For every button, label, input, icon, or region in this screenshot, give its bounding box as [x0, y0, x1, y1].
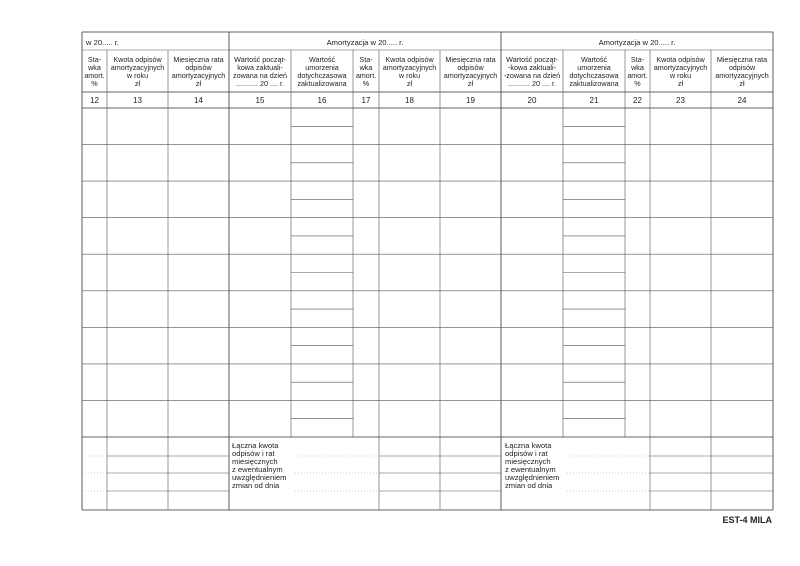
column-header-text: zł	[195, 79, 202, 88]
form-code: EST-4 MILA	[722, 515, 772, 525]
column-header-text: %	[634, 79, 641, 88]
column-header-text: amortyzacyjnych	[715, 71, 769, 80]
column-header-text: Wartość	[580, 55, 608, 64]
summary-left-line-2: odpisów i rat	[232, 449, 275, 458]
column-number: 23	[676, 96, 685, 105]
column-number: 19	[466, 96, 475, 105]
column-headers	[84, 55, 768, 88]
column-header-text: amort.	[84, 71, 105, 80]
column-header-text: umorzenia	[305, 63, 339, 72]
column-header-text: w roku	[669, 71, 692, 80]
column-header-text: Miesięczna rata	[173, 55, 224, 64]
summary-left-line-5: uwzględnieniem	[232, 473, 287, 482]
column-number: 21	[589, 96, 599, 105]
column-header-text: %	[362, 79, 370, 88]
summary-left-line-3: miesięcznych	[232, 457, 278, 466]
column-header-text: zł	[467, 79, 474, 88]
column-header-text: ........... 20 .... r.	[508, 79, 556, 88]
column-header-text: wka	[88, 63, 101, 72]
form-grid-lines	[82, 32, 773, 510]
column-header-text: ........... 20 .... r.	[236, 79, 284, 88]
column-number: 12	[90, 96, 99, 105]
column-header-text: Sta-	[87, 55, 102, 64]
summary-right-line-4: z ewentualnym	[505, 465, 556, 474]
column-header-text: Miesięczna rata	[445, 55, 496, 64]
column-header-text: amortyzacyjnych	[382, 63, 437, 72]
column-header-text: odpisów	[728, 63, 756, 72]
column-header-text: dotychczasowa	[297, 71, 347, 80]
group-header-middle: Amortyzacja w 20..... r.	[326, 38, 404, 47]
group-header-left: w 20..... r.	[86, 38, 119, 47]
column-header-text: zł	[739, 79, 745, 88]
column-header-text: zł	[134, 79, 141, 88]
column-header-text: %	[91, 79, 98, 88]
column-number: 16	[317, 96, 327, 105]
summary-label-left	[232, 441, 286, 490]
column-header-text: wka	[631, 63, 644, 72]
column-header-text: zowana na dzień	[233, 71, 287, 80]
column-header-text: Kwota odpisów	[656, 55, 705, 64]
column-header-text: odpisów	[457, 63, 484, 72]
column-header-text: -zowana na dzień	[503, 71, 561, 80]
column-header-text: wka	[359, 63, 373, 72]
column-numbers	[90, 96, 747, 105]
column-header-text: amortyzacyjnych	[653, 63, 708, 72]
column-number: 14	[194, 96, 203, 105]
column-number: 15	[255, 96, 265, 105]
column-header-text: Sta-	[359, 55, 373, 64]
summary-left-line-4: z ewentualnym	[232, 465, 283, 474]
column-header-text: Wartość	[308, 55, 336, 64]
column-number: 13	[133, 96, 142, 105]
column-header-text: -kowa zaktuali-	[508, 63, 556, 72]
column-header-text: zaktualizowana	[297, 79, 347, 88]
column-header-text: amort.	[627, 71, 648, 80]
column-header-text: Miesięczna rata	[716, 55, 768, 64]
summary-label-right	[505, 441, 559, 490]
summary-right-line-2: odpisów i rat	[505, 449, 548, 458]
column-header-text: zł	[406, 79, 413, 88]
column-header-text: dotychczasowa	[569, 71, 619, 80]
column-number: 24	[737, 96, 747, 105]
summary-left-line-6: zmian od dnia	[232, 481, 280, 490]
column-header-text: Sta-	[630, 55, 645, 64]
column-header-text: w roku	[126, 71, 149, 80]
summary-right-line-1: Łączna kwota	[505, 441, 552, 450]
summary-left-line-1: Łączna kwota	[232, 441, 279, 450]
column-header-text: amort.	[355, 71, 377, 80]
column-header-text: odpisów	[185, 63, 212, 72]
summary-right-line-5: uwzględnieniem	[505, 473, 560, 482]
column-header-text: Kwota odpisów	[385, 55, 434, 64]
summary-right-line-6: zmian od dnia	[505, 481, 553, 490]
column-header-text: Wartość począt-	[234, 55, 286, 64]
column-header-text: Wartość począt-	[506, 55, 558, 64]
column-header-text: zł	[677, 79, 684, 88]
column-number: 17	[361, 96, 371, 105]
column-number: 18	[405, 96, 414, 105]
column-header-text: amortyzacyjnych	[110, 63, 165, 72]
summary-right-line-3: miesięcznych	[505, 457, 551, 466]
column-header-text: umorzenia	[577, 63, 611, 72]
column-header-text: amortyzacyjnych	[443, 71, 498, 80]
column-header-text: zaktualizowana	[569, 79, 619, 88]
column-header-text: Kwota odpisów	[113, 55, 162, 64]
column-header-text: kowa zaktuali-	[237, 63, 283, 72]
group-header-right: Amortyzacja w 20..... r.	[598, 38, 676, 47]
column-header-text: amortyzacyjnych	[171, 71, 226, 80]
column-number: 20	[527, 96, 537, 105]
column-number: 22	[633, 96, 642, 105]
column-header-text: w roku	[398, 71, 421, 80]
